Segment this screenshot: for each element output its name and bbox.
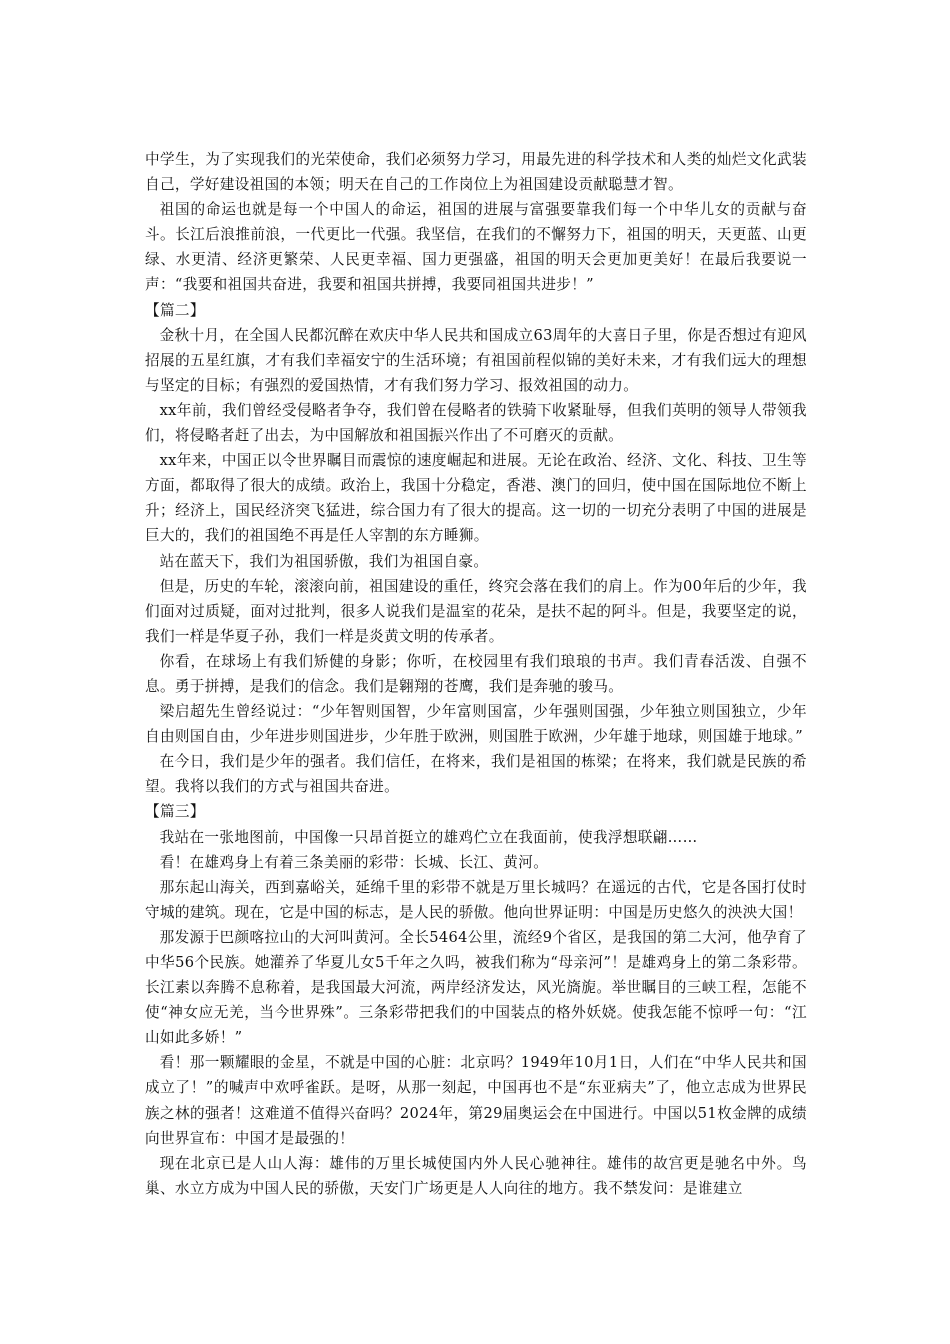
document-body	[145, 147, 807, 1201]
paragraph: 但是，历史的车轮，滚滚向前，祖国建设的重任，终究会落在我们的肩上。作为00年后的少年，我们面对过质疑，面对过批判，很多人说我们是温室的花朵，是扶不起的阿斗。但是，我要坚定的说，我们一样是华夏子孙，我们一样是炎黄文明的传承者。	[145, 577, 807, 645]
section-heading: 【篇二】	[145, 301, 205, 319]
paragraph: 站在蓝天下，我们为祖国骄傲，我们为祖国自豪。	[159, 552, 489, 570]
paragraph: 我站在一张地图前，中国像一只昂首挺立的雄鸡伫立在我面前，使我浮想联翩……	[159, 828, 698, 846]
paragraph: 那东起山海关，西到嘉峪关，延绵千里的彩带不就是万里长城吗？在遥远的古代，它是各国打仗时守城的建筑。现在，它是中国的标志，是人民的骄傲。他向世界证明：中国是历史悠久的泱泱大国！	[145, 878, 807, 921]
paragraph: 你看，在球场上有我们矫健的身影；你听，在校园里有我们琅琅的书声。我们青春活泼、自强不息。勇于拼搏，是我们的信念。我们是翱翔的苍鹰，我们是奔驰的骏马。	[145, 652, 807, 695]
section-heading: 【篇三】	[145, 803, 205, 821]
paragraph: 现在北京已是人山人海：雄伟的万里长城使国内外人民心驰神往。雄伟的故宫更是驰名中外。鸟巢、水立方成为中国人民的骄傲，天安门广场更是人人向往的地方。我不禁发问：是谁建立	[145, 1154, 807, 1197]
paragraph: 在今日，我们是少年的强者。我们信任，在将来，我们是祖国的栋梁；在将来，我们就是民族的希望。我将以我们的方式与祖国共奋进。	[145, 753, 807, 796]
paragraph: 看！在雄鸡身上有着三条美丽的彩带：长城、长江、黄河。	[159, 853, 549, 871]
paragraph: 祖国的命运也就是每一个中国人的命运，祖国的进展与富强要靠我们每一个中华儿女的贡献与奋斗。长江后浪推前浪，一代更比一代强。我坚信，在我们的不懈努力下，祖国的明天，天更蓝、山更绿、水更清、经济更繁荣、人民更幸福、国力更强盛，祖国的明天会更加更美好！在最后我要说一声：“我要和祖国共奋进，我要和祖国共拼搏，我要同祖国共进步！”	[145, 201, 807, 294]
paragraph: 梁启超先生曾经说过：“少年智则国智，少年富则国富，少年强则国强，少年独立则国独立，少年自由则国自由，少年进步则国进步，少年胜于欧洲，则国胜于欧洲，少年雄于地球，则国雄于地球。”	[145, 703, 807, 746]
paragraph: 那发源于巴颜喀拉山的大河叫黄河。全长5464公里，流经9个省区，是我国的第二大河，他孕育了中华56个民族。她灌养了华夏儿女5千年之久吗，被我们称为“母亲河”！是雄鸡身上的第二条彩带。长江素以奔腾不息称着，是我国最大河流，两岸经济发达，风光旖旎。举世瞩目的三峡工程，怎能不使“神女应无羌，当今世界殊”。三条彩带把我们的中国装点的格外妖娆。使我怎能不惊呼一句：“江山如此多娇！”	[145, 928, 807, 1047]
paragraph: 中学生，为了实现我们的光荣使命，我们必须努力学习，用最先进的科学技术和人类的灿烂文化武装自己，学好建设祖国的本领；明天在自己的工作岗位上为祖国建设贡献聪慧才智。	[145, 151, 807, 194]
paragraph: xx年来，中国正以令世界瞩目而震惊的速度崛起和进展。无论在政治、经济、文化、科技、卫生等方面，都取得了很大的成绩。政治上，我国十分稳定，香港、澳门的回归，使中国在国际地位不断上升；经济上，国民经济突飞猛进，综合国力有了很大的提高。这一切的一切充分表明了中国的进展是巨大的，我们的祖国绝不再是任人宰割的东方睡狮。	[145, 452, 807, 545]
paragraph: 金秋十月，在全国人民都沉醉在欢庆中华人民共和国成立63周年的大喜日子里，你是否想过有迎风招展的五星红旗，才有我们幸福安宁的生活环境；有祖国前程似锦的美好未来，才有我们远大的理想与坚定的目标；有强烈的爱国热情，才有我们努力学习、报效祖国的动力。	[145, 326, 807, 394]
paragraph: xx年前，我们曾经受侵略者争夺，我们曾在侵略者的铁骑下收紧耻辱，但我们英明的领导人带领我们，将侵略者赶了出去，为中国解放和祖国振兴作出了不可磨灭的贡献。	[145, 401, 807, 445]
paragraph: 看！那一颗耀眼的金星，不就是中国的心脏：北京吗？1949年10月1日，人们在“中华人民共和国成立了！”的喊声中欢呼雀跃。是呀，从那一刻起，中国再也不是“东亚病夫”了，他立志成为世界民族之林的强者！这难道不值得兴奋吗？2024年，第29届奥运会在中国进行。中国以51枚金牌的成绩向世界宣布：中国才是最强的！	[145, 1054, 807, 1147]
